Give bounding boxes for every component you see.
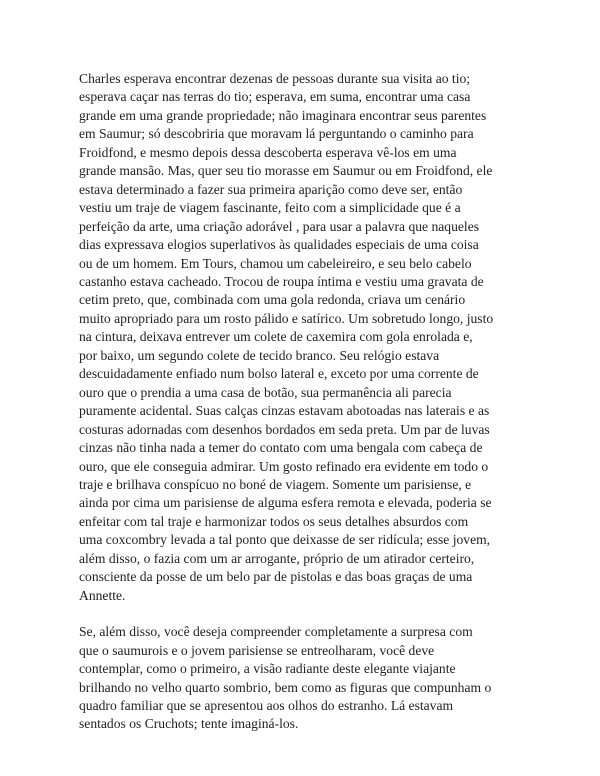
paragraph-1: Charles esperava encontrar dezenas de pessoas durante sua visita ao tio; esperava caçar nas terras do tio; esperava, em suma, encontrar uma casa grande em uma grande propriedade; não imaginara encontrar seus parentes em Saumur; só descobriria que moravam lá perguntando o caminho para Froidfond, e mesmo depois dessa descoberta esperava vê-los em uma grande mansão. Mas, quer seu tio morasse em Saumur ou em Froidfond, ele estava determinado a fazer sua primeira aparição como deve ser, então vestiu um traje de viagem fascinante, feito com a simplicidade que é a perfeição da arte, uma criação adorável , para usar a palavra que naqueles dias expressava elogios superlativos às qualidades especiais de uma coisa ou de um homem. Em Tours, chamou um cabeleireiro, e seu belo cabelo castanho estava cacheado. Trocou de roupa íntima e vestiu uma gravata de cetim preto, que, combinada com uma gola redonda, criava um cenário muito apropriado para um rosto pálido e satírico. Um sobretudo longo, justo na cintura, deixava entrever um colete de caxemira com gola enrolada e, por baixo, um segundo colete de tecido branco. Seu relógio estava descuidadamente enfiado num bolso lateral e, exceto por uma corrente de ouro que o prendia a uma casa de botão, sua permanência ali parecia puramente acidental. Suas calças cinzas estavam abotoadas nas laterais e as costuras adornadas com desenhos bordados em seda preta. Um par de luvas cinzas não tinha nada a temer do contato com uma bengala com cabeça de ouro, que ele conseguia admirar. Um gosto refinado era evidente em todo o traje e brilhava conspícuo no boné de viagem. Somente um parisiense, e ainda por cima um parisiense de alguma esfera remota e elevada, poderia se enfeitar com tal traje e harmonizar todos os seus detalhes absurdos com uma coxcombry levada a tal ponto que deixasse de ser ridícula; esse jovem, além disso, o fazia com um ar arrogante, próprio de um atirador certeiro, consciente da posse de um belo par de pistolas e das boas graças de uma Annette. xyxy=(79,71,494,603)
paragraph-2: Se, além disso, você deseja compreender completamente a surpresa com que o saumurois e o jovem parisiense se entreolharam, você deve contemplar, como o primeiro, a visão radiante deste elegante viajante brilhando no velho quarto sombrio, bem como as figuras que compunham o quadro familiar que se apresentou aos olhos do estranho. Lá estavam sentados os Cruchots; tente imaginá-los. xyxy=(79,624,492,732)
document-page xyxy=(79,70,539,734)
